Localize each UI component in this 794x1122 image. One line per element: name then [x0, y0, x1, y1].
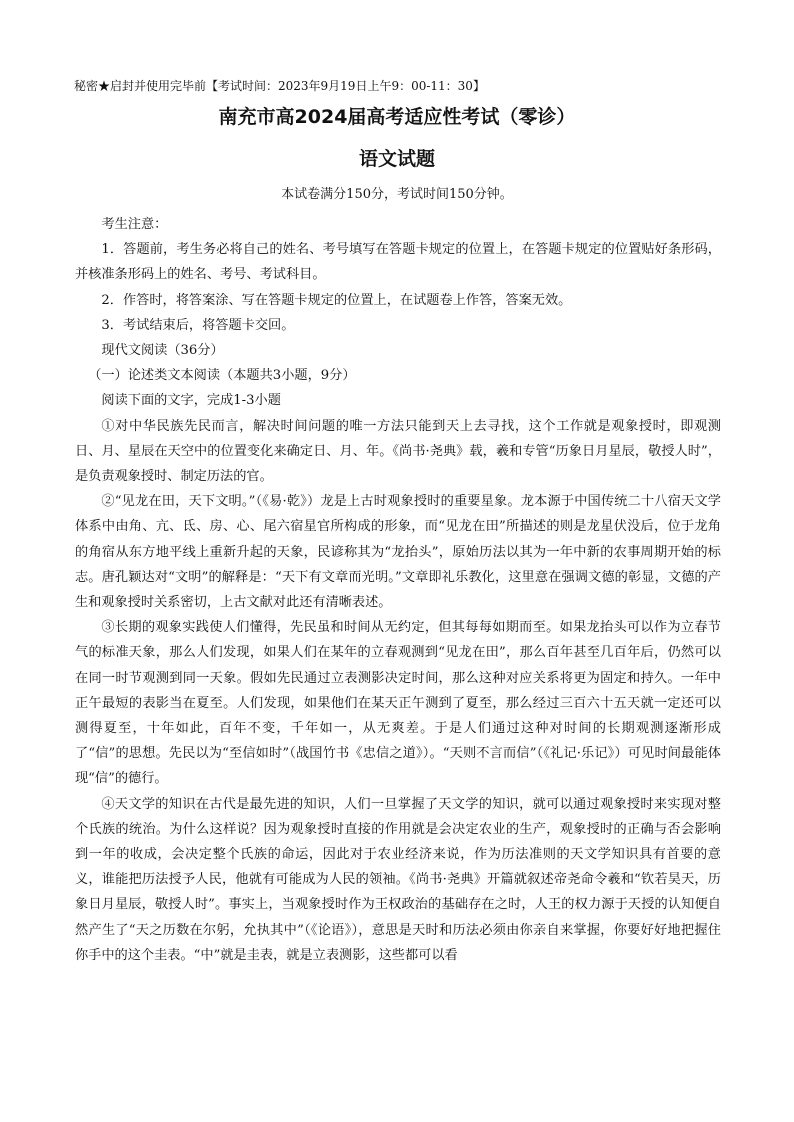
notice-item: 2．作答时，将答案涂、写在答题卡规定的位置上，在试题卷上作答，答案无效。	[101, 292, 572, 308]
score-time-note: 本试卷满分150分，考试时间150分钟。	[281, 187, 513, 202]
section-instruction: 阅读下面的文字，完成1-3小题	[101, 393, 281, 409]
passage-paragraph: ③长期的观象实践使人们懂得，先民虽和时间从无约定，但其每每如期而至。如果龙抬头可以作为立春节气的标准天象，那么人们发现，如果人们在某年的立春观测到“见龙在田”，那么百年甚至几百年后，仍然可以在同一时节观测到同一天象。假如先民通过立表测影决定时间，那么这种对应关系将更为固定和持久。一年中正午最短的表影当在夏至。人们发现，如果他们在某天正午测到了夏至，那么经过三百六十五天就一定还可以测得夏至，十年如此，百年不变，千年如一，从无爽差。于是人们通过这种对时间的长期观测逐渐形成了“信”的思想。先民以为“至信如时”（战国竹书《忠信之道》）。“天则不言而信”（《礼记·乐记》）可见时间最能体现“信”的德行。	[75, 620, 721, 787]
exam-body	[75, 212, 721, 968]
exam-subject-title: 语文试题	[358, 148, 435, 170]
passage-paragraph: ②“见龙在田，天下文明。”（《易·乾》）龙是上古时观象授时的重要星象。龙本源于中国传统二十八宿天文学体系中由角、亢、氐、房、心、尾六宿星官所构成的形象，而“见龙在田”所描述的则是龙星伏没后，位于龙角的角宿从东方地平线上重新升起的天象，民谚称其为“龙抬头”，原始历法以其为一年中新的农事周期开始的标志。唐孔颖达对“文明”的解释是：“天下有文章而光明。”文章即礼乐教化，这里意在强调文德的彰显，文德的产生和观象授时关系密切，上古文献对此还有清晰表述。	[75, 494, 721, 611]
notice-item: 1．答题前，考生务必将自己的姓名、考号填写在答题卡规定的位置上，在答题卡规定的位置贴好条形码，并核准条形码上的姓名、考号、考试科目。	[75, 242, 721, 283]
confidential-header-note: 秘密★启封并使用完毕前【考试时间：2023年9月19日上午9：00-11：30】	[74, 79, 485, 93]
notice-heading: 考生注意：	[101, 217, 168, 232]
section-subheading: （一）论述类文本阅读（本题共3小题，9分）	[88, 368, 356, 384]
exam-main-title: 南充市高2024届高考适应性考试（零诊）	[218, 106, 576, 128]
passage-paragraph: ④天文学的知识在古代是最先进的知识，人们一旦掌握了天文学的知识，就可以通过观象授时来实现对整个氏族的统治。为什么这样说？因为观象授时直接的作用就是会决定农业的生产，观象授时的正确与否会影响到一年的收成，会决定整个氏族的命运，因此对于农业经济来说，作为历法准则的天文学知识具有首要的意义，谁能把历法授予人民，他就有可能成为人民的领袖。《尚书·尧典》开篇就叙述帝尧命令羲和“钦若昊天，历象日月星辰，敬授人时”。事实上，当观象授时作为王权政治的基础存在之时，人王的权力源于天授的认知便自然产生了“天之历数在尔躬，允执其中”（《论语》），意思是天时和历法必须由你亲自来掌握，你要好好地把握住你手中的这个圭表。“中”就是圭表，就是立表测影，这些都可以看	[75, 796, 721, 963]
notice-item: 3．考试结束后，将答题卡交回。	[101, 317, 295, 333]
passage-paragraph: ①对中华民族先民而言，解决时间问题的唯一方法只能到天上去寻找，这个工作就是观象授时，即观测日、月、星辰在天空中的位置变化来确定日、月、年。《尚书·尧典》载，羲和专管“历象日月星辰，敬授人时”，是负责观象授时、制定历法的官。	[75, 418, 721, 485]
section-heading: 现代文阅读（36分）	[101, 343, 224, 359]
